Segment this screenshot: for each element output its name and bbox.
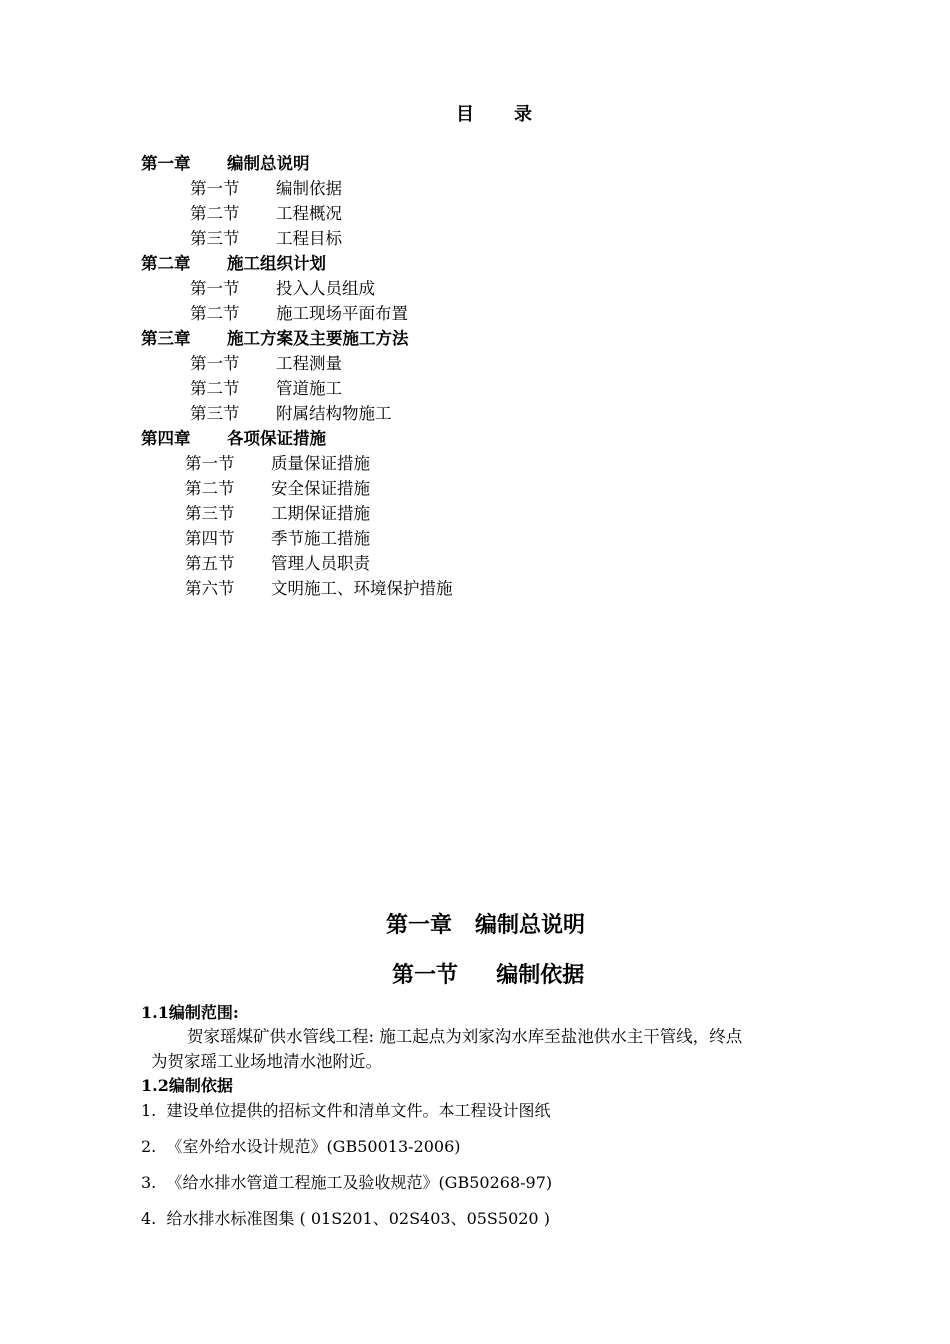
toc-section (190, 381, 342, 398)
toc-section (185, 556, 370, 573)
section-heading: 第一节 编制依据 (392, 962, 585, 988)
toc-section-title: 工期保证措施 (271, 504, 370, 523)
toc-chapter-title: 施工方案及主要施工方法 (227, 329, 409, 348)
toc-section-num: 第一节 (190, 179, 240, 198)
toc-chapter-title: 编制总说明 (227, 154, 310, 173)
toc-section (190, 281, 375, 298)
scope-heading: 1.1编制范围: (141, 1003, 239, 1022)
basis-item: 2. 《室外给水设计规范》(GB50013-2006) (141, 1137, 461, 1156)
toc-title-left: 目 (456, 104, 474, 125)
toc-section-num: 第五节 (185, 554, 235, 573)
toc-section (190, 356, 342, 373)
basis-item: 1. 建设单位提供的招标文件和清单文件。本工程设计图纸 (141, 1101, 551, 1120)
basis-item: 4. 给水排水标准图集 ( 01S201、02S403、05S5020 ) (141, 1209, 550, 1228)
basis-heading: 1.2编制依据 (141, 1076, 233, 1095)
toc-section (190, 231, 342, 248)
toc-section-num: 第二节 (185, 479, 235, 498)
toc-chapter-num: 第四章 (141, 429, 191, 448)
toc-chapter-2 (141, 256, 326, 273)
scope-paragraph-line-2: 为贺家瑶工业场地清水池附近。 (151, 1052, 382, 1071)
toc-section-title: 编制依据 (276, 179, 342, 198)
toc-section-num: 第二节 (190, 379, 240, 398)
toc-chapter-num: 第一章 (141, 154, 191, 173)
toc-section-title: 工程测量 (276, 354, 342, 373)
toc-section (190, 406, 392, 423)
toc-chapter-4 (141, 431, 326, 448)
toc-chapter-3 (141, 331, 409, 348)
toc-section-num: 第二节 (190, 304, 240, 323)
toc-section-num: 第六节 (185, 579, 235, 598)
toc-section (185, 531, 370, 548)
toc-section-num: 第一节 (190, 354, 240, 373)
basis-item: 3. 《给水排水管道工程施工及验收规范》(GB50268-97) (141, 1173, 553, 1192)
toc-chapter-title: 施工组织计划 (227, 254, 326, 273)
toc-section-num: 第三节 (190, 229, 240, 248)
toc-section-title: 季节施工措施 (271, 529, 370, 548)
toc-section (185, 506, 370, 523)
scope-paragraph-line-1: 贺家瑶煤矿供水管线工程: 施工起点为刘家沟水库至盐池供水主干管线，终点 (187, 1027, 743, 1046)
toc-chapter-num: 第三章 (141, 329, 191, 348)
chapter-heading: 第一章 编制总说明 (386, 912, 585, 938)
toc-chapter-num: 第二章 (141, 254, 191, 273)
toc-section-title: 安全保证措施 (271, 479, 370, 498)
toc-section-title: 文明施工、环境保护措施 (271, 579, 453, 598)
toc-section-num: 第二节 (190, 204, 240, 223)
toc-chapter-1 (141, 156, 310, 173)
toc-section-num: 第一节 (185, 454, 235, 473)
toc-section (190, 181, 342, 198)
toc-title-right: 录 (514, 104, 532, 125)
toc-section-num: 第一节 (190, 279, 240, 298)
toc-section-num: 第三节 (185, 504, 235, 523)
toc-section (185, 456, 370, 473)
toc-section (185, 581, 453, 598)
toc-section-title: 管道施工 (276, 379, 342, 398)
toc-section-num: 第三节 (190, 404, 240, 423)
toc-section-title: 工程目标 (276, 229, 342, 248)
toc-section-title: 工程概况 (276, 204, 342, 223)
toc-section-title: 施工现场平面布置 (276, 304, 408, 323)
toc-section-title: 投入人员组成 (276, 279, 375, 298)
toc-section-title: 管理人员职责 (271, 554, 370, 573)
toc-chapter-title: 各项保证措施 (227, 429, 326, 448)
toc-title (456, 106, 532, 124)
toc-section-title: 附属结构物施工 (276, 404, 392, 423)
toc-section-num: 第四节 (185, 529, 235, 548)
toc-section-title: 质量保证措施 (271, 454, 370, 473)
toc-section (190, 206, 342, 223)
toc-section (190, 306, 408, 323)
toc-section (185, 481, 370, 498)
